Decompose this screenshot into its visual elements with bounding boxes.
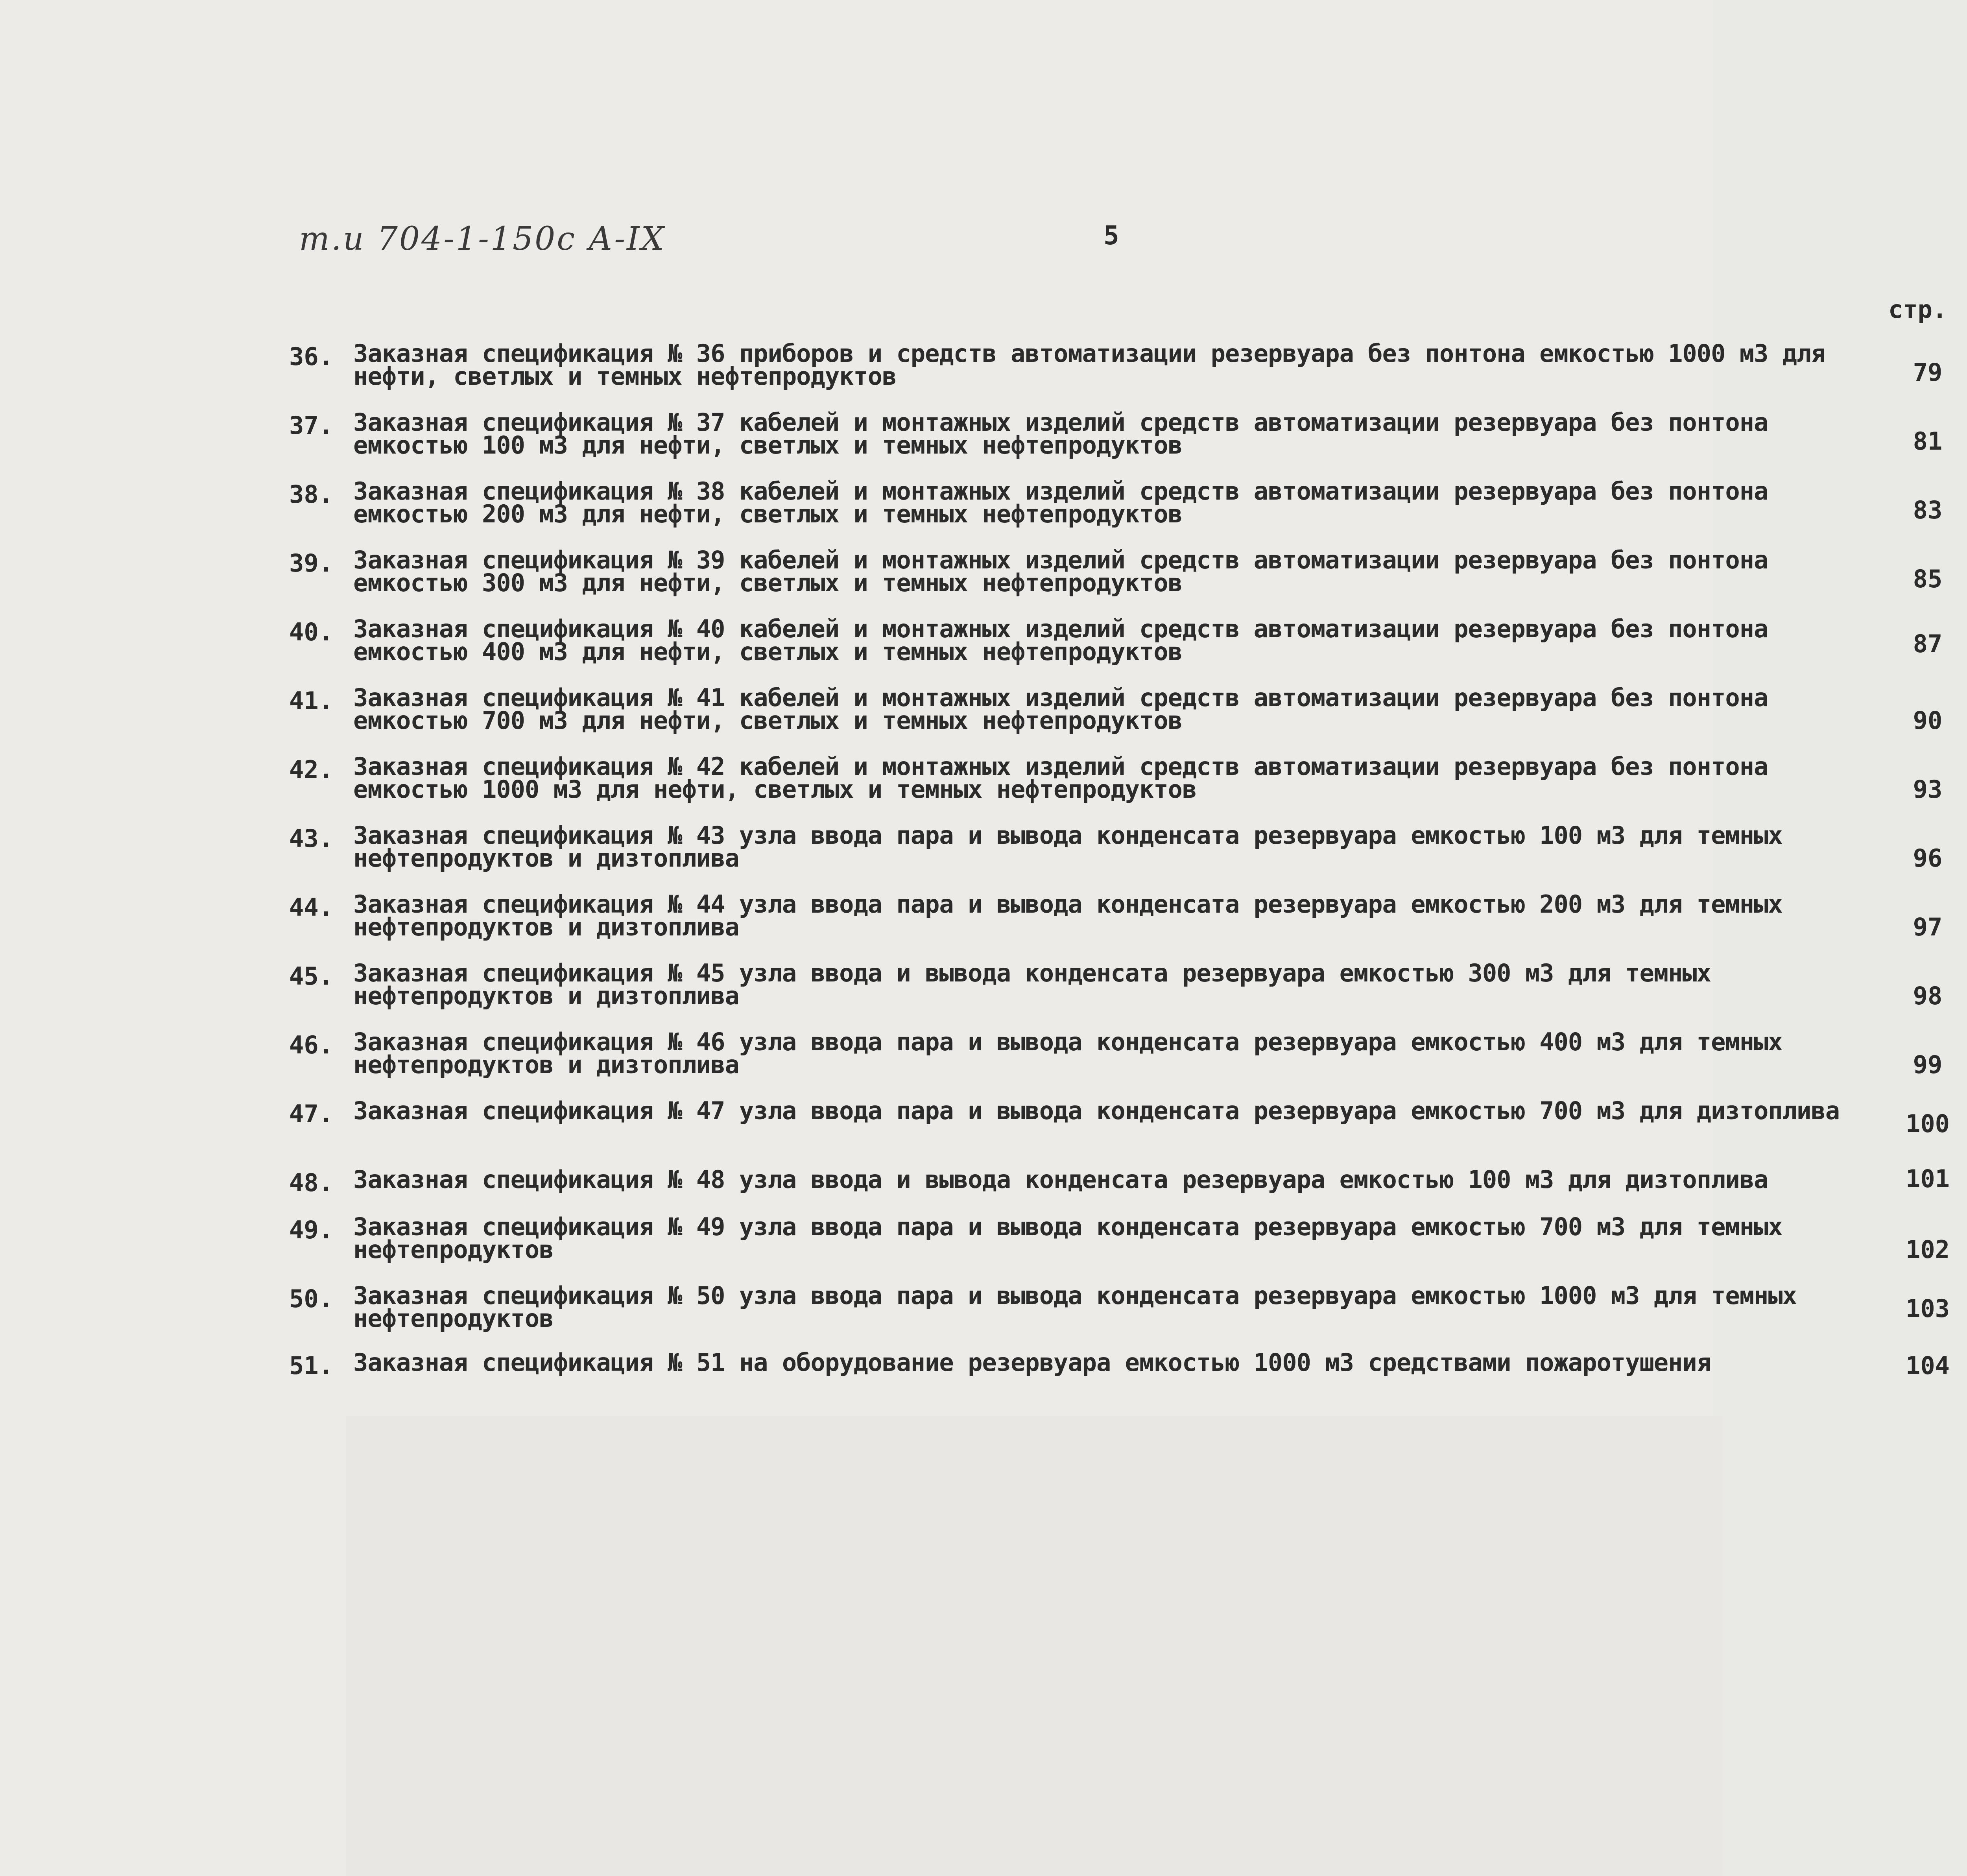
entry-page: 97: [1913, 913, 1943, 941]
list-item: [0, 821, 1967, 883]
entry-title: Заказная спецификация № 46 узла ввода пара и вывода конденсата резервуара емкостью 400 м3 для темных нефтепродуктов и дизтоплива: [353, 1027, 1782, 1079]
list-item: [0, 546, 1967, 608]
list-item: [0, 1212, 1967, 1275]
entry-number: 43.: [289, 824, 333, 853]
entry-page: 79: [1913, 358, 1943, 387]
entry-number: 47.: [289, 1099, 333, 1128]
entry-number: 49.: [289, 1216, 333, 1244]
entry-number: 44.: [289, 893, 333, 922]
entry-title: Заказная спецификация № 45 узла ввода и вывода конденсата резервуара емкостью 300 м3 для темных нефтепродуктов и дизтоплива: [353, 959, 1711, 1010]
entry-title: Заказная спецификация № 39 кабелей и монтажных изделий средств автоматизации резервуара без понтона емкостью 300 м3 для нефти, светлых и темных нефтепродуктов: [353, 546, 1768, 597]
entry-title: Заказная спецификация № 38 кабелей и монтажных изделий средств автоматизации резервуара без понтона емкостью 200 м3 для нефти, светлых и темных нефтепродуктов: [353, 477, 1768, 528]
entry-title: Заказная спецификация № 40 кабелей и монтажных изделий средств автоматизации резервуара без понтона емкостью 400 м3 для нефти, светлых и темных нефтепродуктов: [353, 614, 1768, 666]
entry-title: Заказная спецификация № 47 узла ввода пара и вывода конденсата резервуара емкостью 700 м3 для дизтоплива: [353, 1096, 1840, 1125]
page-number: 5: [1103, 220, 1119, 251]
document-code: т.и 704-1-150с А-IX: [299, 220, 666, 258]
entry-page: 103: [1906, 1294, 1950, 1323]
entry-number: 39.: [289, 549, 333, 577]
entry-title: Заказная спецификация № 41 кабелей и монтажных изделий средств автоматизации резервуара без понтона емкостью 700 м3 для нефти, светлых и темных нефтепродуктов: [353, 683, 1768, 735]
list-item: [0, 477, 1967, 539]
entry-page: 90: [1913, 706, 1943, 735]
entry-number: 41.: [289, 686, 333, 715]
entry-page: 100: [1906, 1109, 1950, 1138]
list-item: [0, 339, 1967, 401]
entry-title: Заказная спецификация № 44 узла ввода пара и вывода конденсата резервуара емкостью 200 м3 для темных нефтепродуктов и дизтоплива: [353, 890, 1782, 941]
entry-page: 93: [1913, 775, 1943, 804]
entry-page: 98: [1913, 981, 1943, 1010]
entry-title: Заказная спецификация № 36 приборов и средств автоматизации резервуара без понтона емкостью 1000 м3 для нефти, светлых и темных нефтепродуктов: [353, 339, 1825, 391]
entry-title: Заказная спецификация № 48 узла ввода и вывода конденсата резервуара емкостью 100 м3 для дизтоплива: [353, 1165, 1768, 1194]
entry-number: 40.: [289, 618, 333, 646]
entry-page: 101: [1906, 1164, 1950, 1193]
entry-title: Заказная спецификация № 43 узла ввода пара и вывода конденсата резервуара емкостью 100 м3 для темных нефтепродуктов и дизтоплива: [353, 821, 1782, 873]
list-item: [0, 408, 1967, 470]
entry-page: 87: [1913, 629, 1943, 658]
list-item: [0, 1281, 1967, 1343]
entry-page: 104: [1906, 1351, 1950, 1380]
entry-title: Заказная спецификация № 51 на оборудование резервуара емкостью 1000 м3 средствами пожаротушения: [353, 1348, 1711, 1377]
entry-number: 45.: [289, 962, 333, 991]
list-item: [0, 1348, 1967, 1410]
entry-page: 81: [1913, 427, 1943, 456]
entry-page: 99: [1913, 1050, 1943, 1079]
entry-number: 48.: [289, 1168, 333, 1197]
page-column-header: стр.: [1888, 295, 1947, 324]
list-item: [0, 1096, 1967, 1158]
list-item: [0, 614, 1967, 677]
entry-number: 50.: [289, 1284, 333, 1313]
list-item: [0, 1027, 1967, 1090]
entry-page: 83: [1913, 496, 1943, 524]
scan-background-band: [346, 1416, 1723, 1876]
entry-title: Заказная спецификация № 49 узла ввода пара и вывода конденсата резервуара емкостью 700 м3 для темных нефтепродуктов: [353, 1212, 1782, 1264]
entry-page: 96: [1913, 844, 1943, 873]
list-item: [0, 683, 1967, 745]
entry-number: 42.: [289, 755, 333, 784]
entry-page: 102: [1906, 1235, 1950, 1264]
entry-number: 36.: [289, 342, 333, 371]
entry-title: Заказная спецификация № 42 кабелей и монтажных изделий средств автоматизации резервуара без понтона емкостью 1000 м3 для нефти, светлых и темных нефтепродуктов: [353, 752, 1768, 804]
entry-number: 38.: [289, 480, 333, 509]
entry-title: Заказная спецификация № 37 кабелей и монтажных изделий средств автоматизации резервуара без понтона емкостью 100 м3 для нефти, светлых и темных нефтепродуктов: [353, 408, 1768, 459]
entry-number: 37.: [289, 411, 333, 440]
list-item: [0, 890, 1967, 952]
entry-number: 46.: [289, 1031, 333, 1059]
entry-number: 51.: [289, 1351, 333, 1380]
list-item: [0, 752, 1967, 814]
entry-page: 85: [1913, 564, 1943, 593]
list-item: [0, 959, 1967, 1021]
entry-title: Заказная спецификация № 50 узла ввода пара и вывода конденсата резервуара емкостью 1000 м3 для темных нефтепродуктов: [353, 1281, 1797, 1333]
